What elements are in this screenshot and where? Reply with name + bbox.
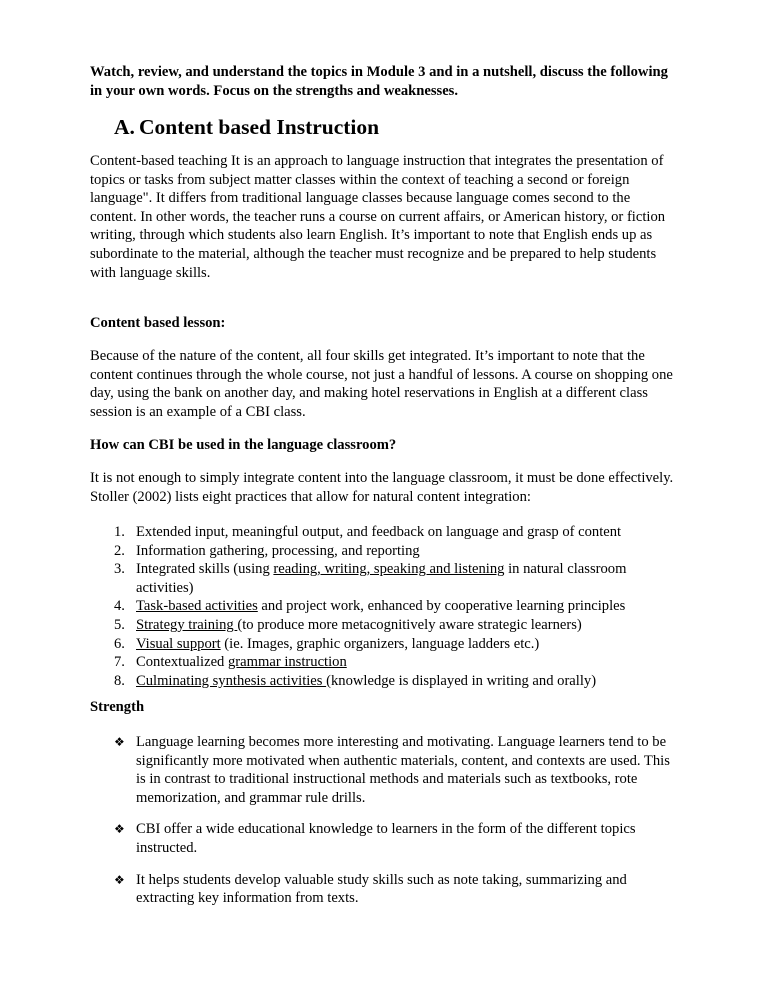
- list-item: ❖ It helps students develop valuable study skills such as note taking, summarizing and extracting key information from texts.: [114, 871, 627, 907]
- diamond-bullet-icon: ❖: [114, 872, 125, 887]
- cbi-definition-paragraph: Content-based teaching It is an approach to language instruction that integrates the presentation of topics or tasks from subject matter classes within the context of teaching a second or foreign language". It differs from traditional language classes because language comes second to the content. In other words, the teacher runs a course on current affairs, or American history, or fiction writing, through which students also learn English. It’s important to note that English ends up as subordinate to the material, although the teacher must recognize and be prepared to help students with language skills.: [90, 153, 666, 281]
- link-four-skills[interactable]: reading, writing, speaking and listening: [273, 561, 505, 578]
- link-culminating-synthesis-activities[interactable]: Culminating synthesis activities: [136, 672, 327, 689]
- content-based-lesson-paragraph: Because of the nature of the content, all four skills get integrated. It’s important to note that the content continues through the whole course, not just a handful of lessons. A course on shopping one day, using the bank on another day, and making hotel reservations in English at a different class session is an example of a CBI class.: [90, 348, 673, 420]
- section-title: Content based Instruction: [139, 115, 380, 139]
- list-item: 4. Task-based activities and project work, enhanced by cooperative learning principles: [114, 598, 626, 615]
- list-item: 2. Information gathering, processing, and reporting: [114, 542, 420, 559]
- cbi-usage-paragraph: It is not enough to simply integrate content into the language classroom, it must be done effectively. Stoller (2002) lists eight practices that allow for natural content integration:: [90, 470, 674, 505]
- subheading-strength: Strength: [90, 699, 145, 715]
- link-task-based-activities[interactable]: Task-based activities: [136, 598, 258, 615]
- link-visual-support[interactable]: Visual support: [136, 635, 221, 652]
- list-item: ❖ CBI offer a wide educational knowledge to learners in the form of the different topics instructed.: [114, 821, 636, 856]
- diamond-bullet-icon: ❖: [114, 822, 125, 837]
- list-item: 8. Culminating synthesis activities (knowledge is displayed in writing and orally): [114, 672, 597, 689]
- list-item: 3. Integrated skills (using reading, writing, speaking and listening in natural classroom activities): [114, 561, 627, 596]
- practices-list: [114, 523, 674, 690]
- list-item: 1. Extended input, meaningful output, and feedback on language and grasp of content: [114, 524, 622, 540]
- subheading-cbi-usage: How can CBI be used in the language classroom?: [90, 437, 397, 453]
- list-item: 7. Contextualized grammar instruction: [114, 654, 347, 671]
- diamond-bullet-icon: ❖: [114, 735, 125, 749]
- link-strategy-training[interactable]: Strategy training: [136, 616, 238, 633]
- list-item: ❖ Language learning becomes more interesting and motivating. Language learners tend to be significantly more motivated when authentic materials, content, and contexts are used. This is in contrast to traditional instructional methods and materials such as textbooks, rote memorization, and grammar rule drills.: [114, 734, 670, 806]
- section-number: A.: [114, 115, 135, 139]
- strengths-list: [114, 733, 674, 921]
- link-grammar-instruction[interactable]: grammar instruction: [228, 654, 347, 671]
- list-item: 6. Visual support (ie. Images, graphic organizers, language ladders etc.): [114, 635, 540, 652]
- list-item: 5. Strategy training (to produce more metacognitively aware strategic learners): [114, 616, 582, 633]
- section-heading: [114, 113, 704, 141]
- subheading-content-based-lesson: Content based lesson:: [90, 315, 226, 331]
- assignment-instructions: Watch, review, and understand the topics in Module 3 and in a nutshell, discuss the following in your own words. Focus on the strengths and weaknesses.: [90, 64, 668, 99]
